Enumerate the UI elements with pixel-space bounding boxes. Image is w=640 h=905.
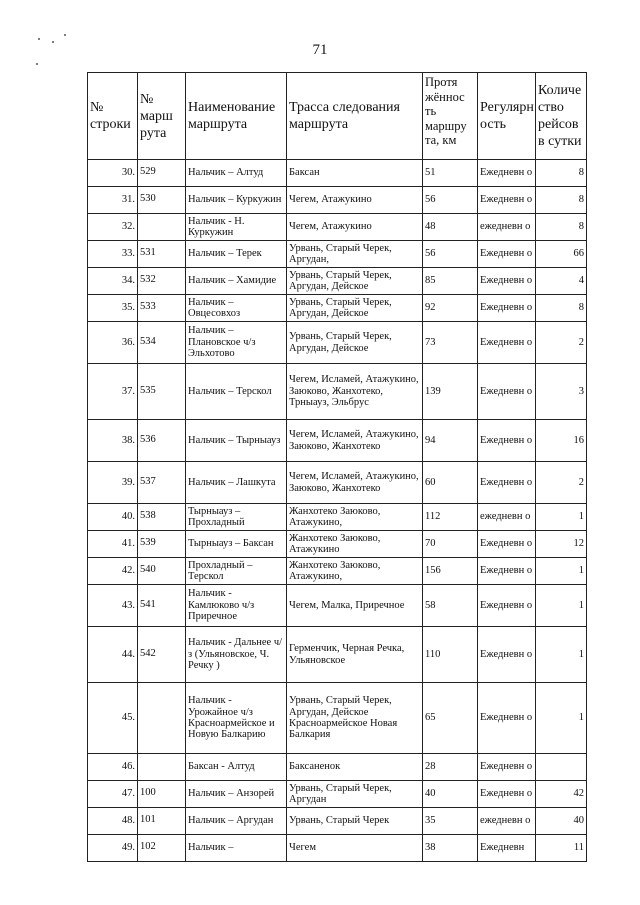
route-name-cell: Баксан - Алтуд [186,754,287,781]
route-trace-cell: Чегем, Исламей, Атажукино, Заюково, Жанхотеко, Трныауз, Эльбрус [287,364,423,420]
route-number-cell [138,322,186,364]
route-name-cell: Нальчик – [186,835,287,862]
row-number-cell: 35. [88,295,138,322]
route-length-cell: 110 [423,627,478,683]
route-number-cell [138,585,186,627]
route-name-cell: Нальчик – Аргудан [186,808,287,835]
table-row [88,268,587,295]
row-number-cell: 46. [88,754,138,781]
row-number-cell: 40. [88,504,138,531]
page-number: 71 [312,42,328,58]
regularity-cell: Ежедневн о [478,627,536,683]
row-number-cell: 45. [88,683,138,754]
trips-per-day-cell: 11 [536,835,587,862]
route-name-cell: Нальчик – Терскол [186,364,287,420]
route-number-cell [138,504,186,531]
scan-speck [36,63,38,65]
table-row [88,214,587,241]
route-trace-cell: Жанхотеко Заюково, Атажукино, [287,558,423,585]
header-trips-per-day: Количе ство рейсов в сутки [536,73,587,160]
route-length-cell: 139 [423,364,478,420]
route-number-text: 541 [140,598,156,610]
row-number-cell: 32. [88,214,138,241]
route-length-cell: 73 [423,322,478,364]
route-name-cell: Нальчик – Лашкута [186,462,287,504]
scan-speck [38,38,40,40]
route-name-cell: Нальчик – Хамидие [186,268,287,295]
route-trace-cell: Чегем [287,835,423,862]
route-name-cell: Нальчик - Н. Куркужин [186,214,287,241]
row-number-cell: 39. [88,462,138,504]
route-number-text: 538 [140,510,156,522]
route-number-cell [138,462,186,504]
route-number-cell [138,531,186,558]
route-number-text: 542 [140,647,156,659]
row-number-cell: 33. [88,241,138,268]
regularity-cell: Ежедневн о [478,364,536,420]
route-number-cell [138,754,186,781]
table-row [88,585,587,627]
route-name-cell: Прохладный – Терскол [186,558,287,585]
regularity-cell: Ежедневн о [478,683,536,754]
regularity-cell: Ежедневн о [478,295,536,322]
route-length-cell: 65 [423,683,478,754]
route-number-text: 532 [140,274,156,286]
route-trace-cell: Баксан [287,160,423,187]
row-number-cell: 38. [88,420,138,462]
scan-speck [52,41,54,43]
route-number-text: 100 [140,787,156,799]
route-number-text: 536 [140,433,156,445]
row-number-cell: 37. [88,364,138,420]
trips-per-day-cell: 3 [536,364,587,420]
regularity-cell: Ежедневн о [478,187,536,214]
table-row [88,241,587,268]
route-number-cell [138,268,186,295]
route-number-cell [138,835,186,862]
route-number-cell [138,241,186,268]
route-number-text: 531 [140,247,156,259]
regularity-cell: ежедневн о [478,504,536,531]
table-row [88,322,587,364]
route-number-text: 539 [140,537,156,549]
trips-per-day-cell: 1 [536,558,587,585]
header-route-trace: Трасса следования маршрута [287,73,423,160]
row-number-cell: 49. [88,835,138,862]
trips-per-day-cell [536,754,587,781]
route-length-cell: 40 [423,781,478,808]
table-row [88,187,587,214]
table-row [88,462,587,504]
route-name-cell: Нальчик - Камлюково ч/з Приречное [186,585,287,627]
route-number-text: 533 [140,301,156,313]
table-row [88,420,587,462]
regularity-cell: Ежедневн о [478,531,536,558]
route-trace-cell: Урвань, Старый Черек [287,808,423,835]
regularity-cell: Ежедневн о [478,462,536,504]
table-row [88,781,587,808]
route-length-cell: 112 [423,504,478,531]
route-name-cell: Нальчик - Дальнее ч/з (Ульяновское, Ч. Речку ) [186,627,287,683]
regularity-cell: Ежедневн о [478,241,536,268]
route-number-cell [138,683,186,754]
route-number-text [140,226,183,228]
route-trace-cell: Чегем, Исламей, Атажукино, Заюково, Жанхотеко [287,420,423,462]
routes-table [87,72,587,862]
route-number-cell [138,160,186,187]
route-number-cell [138,187,186,214]
regularity-cell: Ежедневн о [478,420,536,462]
route-trace-cell: Урвань, Старый Черек, Аргудан, Дейское [287,322,423,364]
route-length-cell: 28 [423,754,478,781]
route-length-cell: 94 [423,420,478,462]
table-row [88,160,587,187]
route-number-text: 535 [140,384,156,396]
route-trace-cell: Баксаненок [287,754,423,781]
route-number-text [140,717,183,719]
trips-per-day-cell: 1 [536,627,587,683]
header-route-name: Наименование маршрута [186,73,287,160]
trips-per-day-cell: 2 [536,462,587,504]
route-name-cell: Тырныауз – Прохладный [186,504,287,531]
table-row [88,531,587,558]
header-row-number: № строки [88,73,138,160]
route-trace-cell: Чегем, Малка, Приречное [287,585,423,627]
route-trace-cell: Урвань, Старый Черек, Аргудан, Дейское [287,295,423,322]
trips-per-day-cell: 8 [536,295,587,322]
row-number-cell: 48. [88,808,138,835]
route-number-cell [138,364,186,420]
header-regularity: Регулярн ость [478,73,536,160]
regularity-cell: Ежедневн [478,835,536,862]
route-number-text: 534 [140,335,156,347]
trips-per-day-cell: 2 [536,322,587,364]
row-number-cell: 34. [88,268,138,295]
header-route-length: Протя жённос ть маршру та, км [423,73,478,160]
table-row [88,558,587,585]
route-number-text [140,766,183,768]
route-name-cell: Нальчик – Куркужин [186,187,287,214]
route-trace-cell: Урвань, Старый Черек, Аргудан, [287,241,423,268]
route-trace-cell: Герменчик, Черная Речка, Ульяновское [287,627,423,683]
table-row [88,683,587,754]
route-length-cell: 51 [423,160,478,187]
trips-per-day-cell: 1 [536,585,587,627]
header-route-number: № марш рута [138,73,186,160]
trips-per-day-cell: 1 [536,504,587,531]
route-length-cell: 35 [423,808,478,835]
row-number-cell: 42. [88,558,138,585]
route-name-cell: Нальчик – Анзорей [186,781,287,808]
route-number-cell [138,295,186,322]
table-row [88,808,587,835]
route-length-cell: 58 [423,585,478,627]
route-name-cell: Нальчик – Овцесовхоз [186,295,287,322]
trips-per-day-cell: 42 [536,781,587,808]
regularity-cell: Ежедневн о [478,558,536,585]
trips-per-day-cell: 66 [536,241,587,268]
route-trace-cell: Жанхотеко Заюково, Атажукино, [287,504,423,531]
route-number-cell [138,214,186,241]
trips-per-day-cell: 8 [536,160,587,187]
table-row [88,835,587,862]
scan-speck [64,34,66,36]
route-name-cell: Нальчик – Алтуд [186,160,287,187]
route-number-text: 102 [140,841,156,853]
route-number-cell [138,558,186,585]
route-name-cell: Нальчик – Тырныауз [186,420,287,462]
route-length-cell: 56 [423,241,478,268]
trips-per-day-cell: 8 [536,214,587,241]
row-number-cell: 30. [88,160,138,187]
table-row [88,295,587,322]
route-number-cell [138,420,186,462]
route-number-cell [138,627,186,683]
route-length-cell: 70 [423,531,478,558]
route-length-cell: 56 [423,187,478,214]
table-row [88,627,587,683]
row-number-cell: 43. [88,585,138,627]
route-number-text: 540 [140,564,156,576]
route-length-cell: 60 [423,462,478,504]
row-number-cell: 44. [88,627,138,683]
table-header-row [88,73,587,160]
route-number-text: 529 [140,166,156,178]
regularity-cell: Ежедневн о [478,268,536,295]
trips-per-day-cell: 4 [536,268,587,295]
regularity-cell: Ежедневн о [478,160,536,187]
route-number-cell [138,781,186,808]
route-length-cell: 92 [423,295,478,322]
row-number-cell: 36. [88,322,138,364]
route-trace-cell: Жанхотеко Заюково, Атажукино [287,531,423,558]
route-length-cell: 38 [423,835,478,862]
trips-per-day-cell: 1 [536,683,587,754]
trips-per-day-cell: 12 [536,531,587,558]
regularity-cell: Ежедневн о [478,585,536,627]
route-trace-cell: Чегем, Атажукино [287,187,423,214]
route-length-cell: 85 [423,268,478,295]
regularity-cell: Ежедневн о [478,754,536,781]
row-number-cell: 47. [88,781,138,808]
regularity-cell: ежедневн о [478,808,536,835]
regularity-cell: Ежедневн о [478,322,536,364]
trips-per-day-cell: 40 [536,808,587,835]
route-trace-cell: Урвань, Старый Черек, Аргудан [287,781,423,808]
table-row [88,364,587,420]
table-row [88,504,587,531]
route-name-cell: Нальчик – Терек [186,241,287,268]
route-name-cell: Нальчик - Урожайное ч/з Красноармейское и Новую Балкарию [186,683,287,754]
route-number-cell [138,808,186,835]
route-length-cell: 48 [423,214,478,241]
trips-per-day-cell: 16 [536,420,587,462]
route-length-cell: 156 [423,558,478,585]
route-name-cell: Тырныауз – Баксан [186,531,287,558]
trips-per-day-cell: 8 [536,187,587,214]
regularity-cell: ежедневн о [478,214,536,241]
route-number-text: 537 [140,475,156,487]
regularity-cell: Ежедневн о [478,781,536,808]
route-trace-cell: Чегем, Атажукино [287,214,423,241]
route-number-text: 530 [140,193,156,205]
table-row [88,754,587,781]
route-trace-cell: Урвань, Старый Черек, Аргудан, Дейское [287,268,423,295]
route-trace-cell: Урвань, Старый Черек, Аргудан, Дейское Красноармейское Новая Балкария [287,683,423,754]
route-number-text: 101 [140,814,156,826]
route-name-cell: Нальчик – Плановское ч/з Эльхотово [186,322,287,364]
route-trace-cell: Чегем, Исламей, Атажукино, Заюково, Жанхотеко [287,462,423,504]
row-number-cell: 41. [88,531,138,558]
row-number-cell: 31. [88,187,138,214]
